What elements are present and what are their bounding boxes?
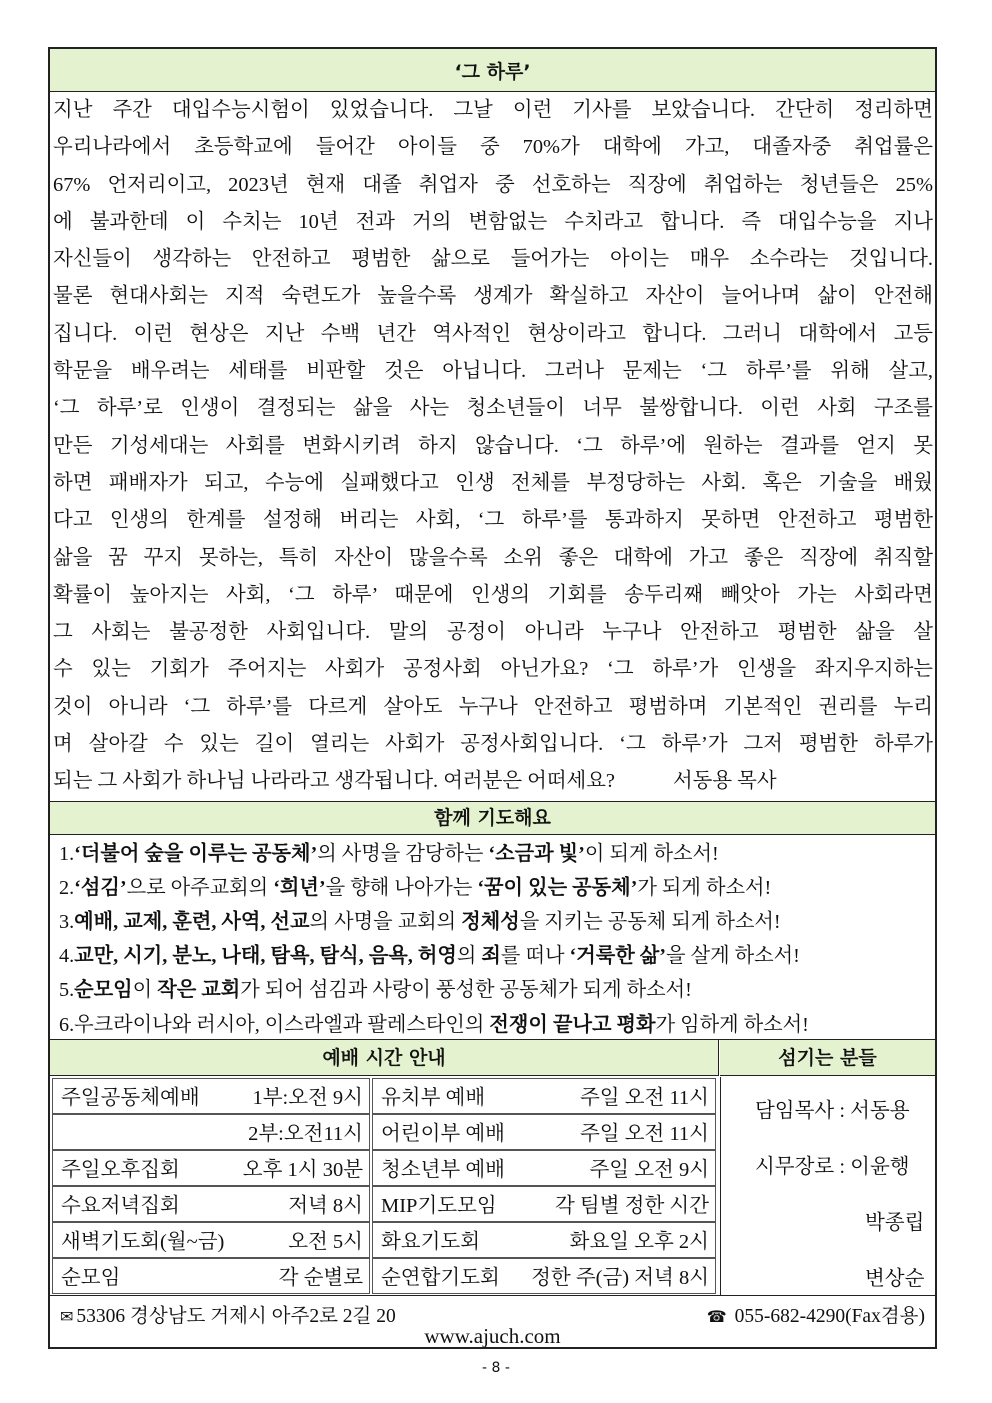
- servers-elder: 시무장로 : 이윤행: [755, 1156, 910, 1178]
- prayer-item: 1.‘더불어 숲을 이루는 공동체’의 사명을 감당하는 ‘소금과 빛’이 되게 하소서!: [59, 842, 719, 865]
- essay-signature: 서동용 목사: [672, 770, 777, 793]
- phone-text: 055-682-4290(Fax겸용): [734, 1306, 925, 1327]
- essay-line: 수 있는 기회가 주어지는 사회가 공정사회 아닌가요? ‘그 하루’가 인생을 좌지우지하는: [53, 658, 933, 681]
- contact-row: [50, 1295, 935, 1325]
- worship-row: 주일공동체예배 1부:오전 9시: [52, 1078, 370, 1114]
- servers-title: 섬기는 분들: [720, 1040, 935, 1076]
- essay-line: 학문을 배우려는 세태를 비판할 것은 아닙니다. 그러나 문제는 ‘그 하루’를 위해 살고,: [53, 360, 933, 383]
- servers-elder-2: 박종립: [865, 1212, 925, 1234]
- prayer-list: [50, 835, 935, 1042]
- essay-line: 자신들이 생각하는 안전하고 평범한 삶으로 들어가는 아이는 매우 소수라는 것입니다.: [53, 248, 933, 271]
- envelope-icon: ✉: [60, 1309, 74, 1326]
- essay-line-last: [53, 763, 933, 800]
- essay-line: 만든 기성세대는 사회를 변화시키려 하지 않습니다. ‘그 하루’에 원하는 결과를 얻지 못: [53, 434, 933, 457]
- worship-row: 어린이부 예배 주일 오전 11시: [372, 1114, 716, 1150]
- worship-row: 순모임 각 순별로: [52, 1258, 370, 1294]
- prayer-title: 함께 기도해요: [50, 801, 935, 835]
- worship-row: 청소년부 예배 주일 오전 9시: [372, 1150, 716, 1186]
- essay-line: 하면 패배자가 되고, 수능에 실패했다고 인생 전체를 부정당하는 사회. 혹은 기술을 배웠: [53, 471, 933, 494]
- worship-row: 수요저녁집회 저녁 8시: [52, 1186, 370, 1222]
- page-number: - 8 -: [482, 1360, 510, 1376]
- prayer-item: 5.순모임이 작은 교회가 되어 섬김과 사랑이 풍성한 공동체가 되게 하소서!: [59, 979, 692, 1002]
- info-section: [50, 1039, 935, 1327]
- essay-line: 다고 인생의 한계를 설정해 버리는 사회, ‘그 하루’를 통과하지 못하면 안전하고 평범한: [53, 509, 933, 532]
- prayer-item: 3.예배, 교제, 훈련, 사역, 선교의 사명을 교회의 정체성을 지키는 공동체 되게 하소서!: [59, 911, 781, 934]
- essay-line: 물론 현대사회는 지적 숙련도가 높을수록 생계가 확실하고 자산이 늘어나며 삶이 안전해: [53, 285, 933, 308]
- essay-line: 그 사회는 불공정한 사회입니다. 말의 공정이 아니라 누구나 안전하고 평범한 삶을 살: [53, 621, 933, 644]
- essay-line: 우리나라에서 초등학교에 들어간 아이들 중 70%가 대학에 가고, 대졸자중 취업률은: [53, 136, 933, 159]
- essay-line: 67% 언저리이고, 2023년 현재 대졸 취업자 중 선호하는 직장에 취업하는 청년들은 25%: [53, 173, 933, 196]
- essay-line: 며 살아갈 수 있는 길이 열리는 사회가 공정사회입니다. ‘그 하루’가 그저 평범한 하루가: [53, 733, 933, 756]
- worship-row: 순연합기도회 정한 주(금) 저녁 8시: [372, 1258, 716, 1294]
- essay-line: 에 불과한데 이 수치는 10년 전과 거의 변함없는 수치라고 합니다. 즉 대입수능을 지나: [53, 210, 933, 233]
- worship-row: 화요기도회 화요일 오후 2시: [372, 1222, 716, 1258]
- address-text: 53306 경상남도 거제시 아주2로 2길 20: [76, 1306, 396, 1327]
- essay-line: ‘그 하루’로 인생이 결정되는 삶을 사는 청소년들이 너무 불쌍합니다. 이런 사회 구조를: [53, 397, 933, 420]
- servers-box: [720, 1077, 936, 1295]
- worship-row: 유치부 예배 주일 오전 11시: [372, 1078, 716, 1114]
- bulletin-page-frame: [48, 47, 937, 1349]
- servers-pastor: 담임목사 : 서동용: [755, 1100, 910, 1122]
- worship-row: 주일오후집회 오후 1시 30분: [52, 1150, 370, 1186]
- worship-row: 새벽기도회(월~금) 오전 5시: [52, 1222, 370, 1258]
- essay-line: 확률이 높아지는 사회, ‘그 하루’ 때문에 인생의 기회를 송두리째 빼앗아 가는 사회라면: [53, 583, 933, 606]
- prayer-item: 2.‘섬김’으로 아주교회의 ‘희년’을 향해 나아가는 ‘꿈이 있는 공동체’가 되게 하소서!: [59, 876, 772, 899]
- essay-line: 지난 주간 대입수능시험이 있었습니다. 그날 이런 기사를 보았습니다. 간단히 정리하면: [53, 99, 933, 121]
- prayer-item: 6.우크라이나와 러시아, 이스라엘과 팔레스타인의 전쟁이 끝나고 평화가 임하게 하소서!: [59, 1013, 809, 1036]
- essay-line: 것이 아니라 ‘그 하루’를 다르게 살아도 누구나 안전하고 평범하며 기본적인 권리를 누리: [53, 695, 933, 718]
- essay-title: ‘그 하루’: [50, 49, 935, 92]
- telephone-icon: ☎: [706, 1309, 727, 1326]
- prayer-item: 4.교만, 시기, 분노, 나태, 탐욕, 탐식, 음욕, 허영의 죄를 떠나 ‘거룩한 삶’을 살게 하소서!: [59, 945, 800, 968]
- worship-row: 2부:오전11시: [52, 1114, 370, 1150]
- website: www.ajuch.com: [424, 1324, 561, 1348]
- worship-row: MIP기도모임 각 팀별 정한 시간: [372, 1186, 716, 1222]
- servers-elder-3: 변상순: [865, 1268, 925, 1290]
- worship-times-title: 예배 시간 안내: [50, 1040, 719, 1076]
- essay-line: 집니다. 이런 현상은 지난 수백 년간 역사적인 현상이라고 합니다. 그러니 대학에서 고등: [53, 322, 933, 345]
- essay-line: 삶을 꿈 꾸지 못하는, 특히 자산이 많을수록 소위 좋은 대학에 가고 좋은 직장에 취직할: [53, 546, 933, 569]
- essay-body: [50, 92, 935, 801]
- essay-closing: 되는 그 사회가 하나님 나라라고 생각됩니다. 여러분은 어떠세요?: [53, 770, 615, 793]
